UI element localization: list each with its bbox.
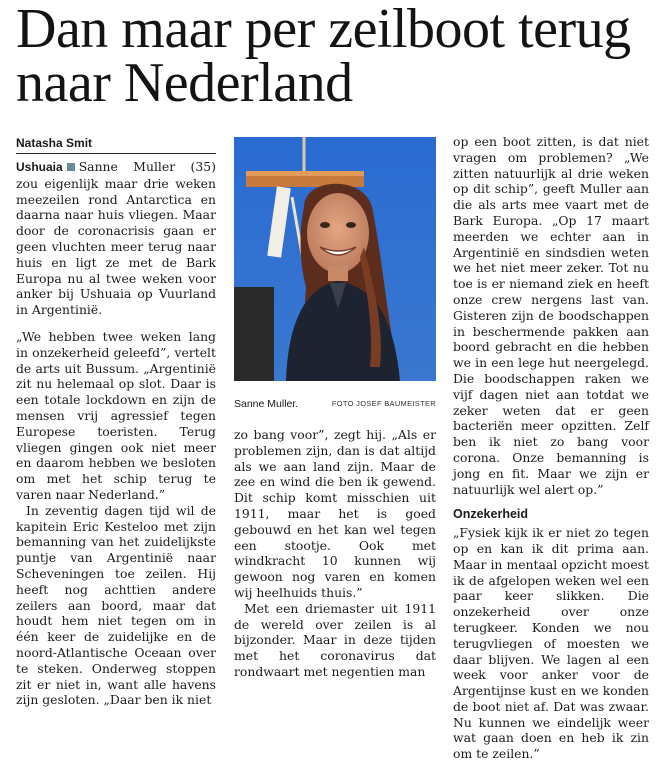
photo-sanne-muller [234, 137, 436, 381]
subheading: Onzekerheid [453, 507, 529, 522]
headline: Dan maar per zeilboot terug naar Nederland [16, 0, 631, 114]
paragraph: „We hebben twee weken lang in onzekerheid geleefd”, vertelt de arts uit Bussum. „Argentinië zit nu helemaal op slot. Daar is een totale lockdown en zijn de mensen vrij agressief tegen Europese toeristen. Terug vliegen gingen ook niet meer en daarom hebben we besloten om met het schip terug te varen naar Nederland.” [16, 328, 216, 502]
column-3 [453, 134, 649, 762]
caption-text: Sanne Muller. [234, 398, 299, 410]
square-icon [67, 163, 75, 171]
paragraph: In zeventig dagen tijd wil de kapitein Eric Kesteloo met zijn bemanning van het zuidelijkste puntje van Argentinië naar Scheveningen toe zeilen. Hij heeft nog achttien andere zeilers aan boord, maar dat houdt hem niet tegen om in één keer de zuidelijke en de noord-Atlantische Oceaan over te steken. Onderweg stoppen zit er niet in, want alle havens zijn gesloten. „Daar ben ik niet [16, 502, 216, 708]
photo-caption [234, 398, 436, 410]
paragraph: „Fysiek kijk ik er niet zo tegen op en kan ik dit prima aan. Maar in mentaal opzicht moest ik de afgelopen weken wel een paar keer slikken. Die onzekerheid over onze terugkeer. Konden we nou terugvliegen of moesten we daar blijven. We lagen al een week voor anker voor de Argentijnse kust en we konden de boot niet af. Dat was zwaar. Nu kunnen we eindelijk weer wat gaan doen en heb ik zin om te zeilen.” [453, 525, 649, 762]
paragraph: Met een driemaster uit 1911 de wereld over zeilen is al bijzonder. Maar in deze tijden met het coronavirus dat rondwaart met negentien man [234, 600, 436, 679]
photo-credit: FOTO JOSEF BAUMEISTER [331, 399, 436, 408]
paragraph: op een boot zitten, is dat niet vragen om problemen? „We zitten natuurlijk al drie weken op dit schip”, geeft Muller aan die als arts mee vaart met de Bark Europa. „Op 17 maart meerden we echter aan in Argentinië en sindsdien weten we het niet meer zeker. Tot nu toe is er niemand ziek en heeft onze crew nergens last van. Gisteren zijn de boodschappen in beschermende pakken aan boord gebracht en die hebben we in een lege hut neergelegd. Die boodschappen raken we vijf dagen niet aan totdat we zeker weten dat er geen bacteriën meer opzitten. Zelf ben ik niet zo bang voor corona. Onze bemanning is jong en fit. Maar we zijn er natuurlijk wel alert op.” [453, 134, 649, 497]
column-1 [16, 159, 216, 708]
lead-paragraph [16, 159, 216, 318]
byline: Natasha Smit [16, 136, 216, 154]
paragraph: zo bang voor”, zegt hij. „Als er problemen zijn, dan is dat altijd als we aan land zijn. Maar de zee en wind die ben ik gewend. Dit schip komt misschien uit 1911, maar het is goed gebouwd en het kan wel tegen een stootje. Ook met windkracht 10 kunnen wij gewoon nog varen en komen wij heelhuids thuis.” [234, 427, 436, 600]
column-2 [234, 427, 436, 680]
dateline: Ushuaia [16, 160, 63, 174]
lead-text: Sanne Muller (35) zou eigenlijk maar drie weken meezeilen rond Antarctica en daarna naar huis vliegen. Maar door de coronacrisis gaan er geen vluchten meer terug naar huis en ligt ze met de Bark Europa nu al twee weken voor anker bij Ushuaia op Vuurland in Argentinië. [16, 159, 216, 318]
